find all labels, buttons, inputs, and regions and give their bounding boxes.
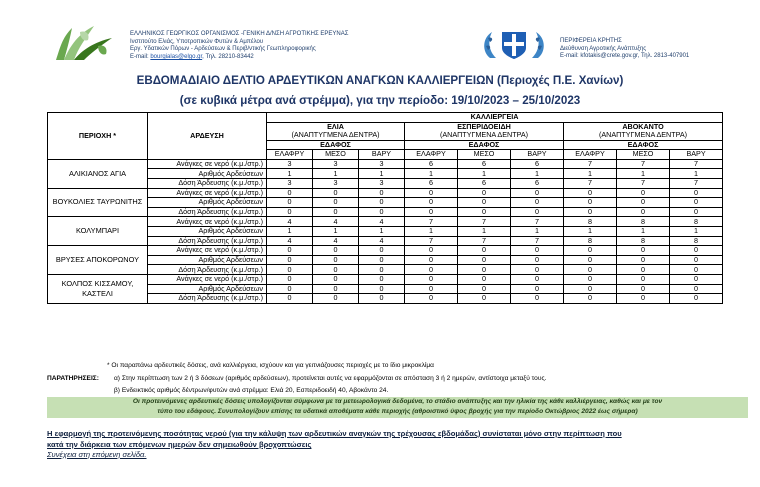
value-cell: 0 [564,207,617,217]
note-b: β) Ενδεικτικός αριθμός δέντρων/φυτών ανά στρέμμα: Ελιά 20, Εσπεριδοειδή 40, Αβοκάντο 24. [114,387,389,394]
value-cell: 7 [458,236,511,246]
value-cell: 6 [405,159,458,169]
table-row [48,246,723,256]
value-cell: 0 [405,255,458,265]
value-cell: 0 [670,265,723,275]
application-warning [47,428,757,450]
soil-type-heavy: ΒΑΡΥ [511,150,564,160]
value-cell: 0 [458,265,511,275]
value-cell: 0 [267,265,313,275]
value-cell: 0 [458,274,511,284]
value-cell: 0 [267,207,313,217]
value-cell: 0 [564,265,617,275]
area-name: ΑΛΙΚΙΑΝΟΣ ΑΓΙΑ [48,159,148,188]
continued-next-page: Συνέχεια στη επόμενη σελίδα. [47,450,147,459]
value-cell: 0 [359,284,405,294]
value-cell: 1 [405,169,458,179]
value-cell: 7 [458,217,511,227]
irrigation-row-label: Ανάγκες σε νερό (κ.μ./στρ.) [148,159,267,169]
value-cell: 1 [617,226,670,236]
value-cell: 0 [670,294,723,304]
page-title: ΕΒΔΟΜΑΔΙΑΙΟ ΔΕΛΤΙΟ ΑΡΔΕΥΤΙΚΩΝ ΑΝΑΓΚΩΝ ΚΑΛΛΙΕΡΓΕΙΩΝ (Περιοχές Π.Ε. Χανίων) [136,74,624,87]
irrigation-row-label: Ανάγκες σε νερό (κ.μ./στρ.) [148,217,267,227]
irrigation-row-label: Ανάγκες σε νερό (κ.μ./στρ.) [148,274,267,284]
crop-name: ΕΣΠΕΡΙΔΟΕΙΔΗ [457,122,511,132]
value-cell: 0 [617,255,670,265]
crop-subtitle: (ΑΝΑΠΤΥΓΜΕΝΑ ΔΕΝΤΡΑ) [291,130,380,140]
org-name-line: ΕΛΛΗΝΙΚΟΣ ΓΕΩΡΓΙΚΟΣ ΟΡΓΑΝΙΣΜΟΣ -ΓΕΝΙΚΗ Δ/ΝΣΗ ΑΓΡΟΤΙΚΗΣ ΕΡΕΥΝΑΣ [130,31,349,37]
crop-header-avocado [564,122,723,140]
value-cell: 3 [313,159,359,169]
value-cell: 1 [511,226,564,236]
irrigation-column-header: ΑΡΔΕΥΣΗ [148,113,267,160]
value-cell: 0 [670,207,723,217]
value-cell: 1 [670,169,723,179]
region-contact-line: E-mail: kfotakis@crete.gov.gr, Τηλ. 2813-407901 [560,53,690,60]
soil-type-heavy: ΒΑΡΥ [670,150,723,160]
value-cell: 4 [267,236,313,246]
soil-type-light: ΕΛΑΦΡΥ [267,150,313,160]
value-cell: 7 [617,178,670,188]
table-row [48,188,723,198]
value-cell: 0 [405,265,458,275]
value-cell: 0 [617,246,670,256]
page-subtitle: (σε κυβικά μέτρα ανά στρέμμα), για την περίοδο: 19/10/2023 – 25/10/2023 [179,94,581,107]
area-name: ΒΡΥΣΕΣ ΑΠΟΚΟΡΩΝΟΥ [48,246,148,275]
value-cell: 8 [617,236,670,246]
value-cell: 0 [405,188,458,198]
value-cell: 6 [511,178,564,188]
value-cell: 0 [313,246,359,256]
value-cell: 6 [405,178,458,188]
directorate-line: Διεύθυνση Αγροτικής Ανάπτυξης [560,45,647,52]
table-row [48,207,723,217]
irrigation-row-label: Δόση Άρδευσης (κ.μ./στρ.) [148,178,267,188]
value-cell: 7 [564,178,617,188]
value-cell: 0 [359,255,405,265]
value-cell: 7 [670,178,723,188]
value-cell: 0 [359,198,405,208]
value-cell: 0 [267,274,313,284]
value-cell: 1 [313,226,359,236]
value-cell: 3 [359,159,405,169]
note-a: α) Στην περίπτωση των 2 ή 3 δόσεων (αριθμός αρδεύσεων), προτείνεται αυτές να εφαρμόζονται σε απόσταση 3 ή 2 ημερών, αντίστοιχα μεταξύ τους. [114,375,547,382]
table-row [48,265,723,275]
value-cell: 0 [458,284,511,294]
area-name: ΚΟΛΠΟΣ ΚΙΣΣΑΜΟΥ, ΚΑΣΤΕΛΙ [48,274,148,303]
area-name: ΒΟΥΚΟΛΙΕΣ ΤΑΥΡΩΝΙΤΗΣ [48,188,148,217]
irrigation-table [47,112,723,304]
irrigation-row-label: Αριθμός Αρδεύσεων [148,226,267,236]
value-cell: 0 [564,274,617,284]
value-cell: 1 [313,169,359,179]
value-cell: 0 [564,284,617,294]
value-cell: 7 [564,159,617,169]
value-cell: 0 [405,207,458,217]
table-row [48,255,723,265]
greek-state-emblem-icon [480,28,548,62]
value-cell: 4 [313,217,359,227]
value-cell: 1 [359,169,405,179]
value-cell: 0 [267,198,313,208]
value-cell: 0 [617,265,670,275]
value-cell: 7 [617,159,670,169]
value-cell: 8 [564,217,617,227]
value-cell: 0 [458,198,511,208]
value-cell: 1 [564,226,617,236]
value-cell: 4 [267,217,313,227]
irrigation-row-label: Αριθμός Αρδεύσεων [148,169,267,179]
value-cell: 0 [564,294,617,304]
value-cell: 6 [458,159,511,169]
value-cell: 0 [359,246,405,256]
value-cell: 7 [511,217,564,227]
value-cell: 1 [617,169,670,179]
value-cell: 0 [458,294,511,304]
value-cell: 8 [670,236,723,246]
value-cell: 0 [313,198,359,208]
irrigation-row-label: Δόση Άρδευσης (κ.μ./στρ.) [148,265,267,275]
value-cell: 4 [359,217,405,227]
area-column-header: ΠΕΡΙΟΧΗ * [48,113,148,160]
value-cell: 0 [511,198,564,208]
value-cell: 0 [670,246,723,256]
value-cell: 0 [359,274,405,284]
soil-header: ΕΔΑΦΟΣ [564,140,723,150]
value-cell: 3 [313,178,359,188]
value-cell: 0 [359,294,405,304]
value-cell: 1 [564,169,617,179]
crops-header: ΚΑΛΛΙΕΡΓΕΙΑ [267,113,723,123]
value-cell: 0 [313,265,359,275]
irrigation-row-label: Αριθμός Αρδεύσεων [148,198,267,208]
notes-label: ΠΑΡΑΤΗΡΗΣΕΙΣ: [47,375,99,382]
crop-name: ΕΛΙΑ [327,122,344,132]
crop-subtitle: (ΑΝΑΠΤΥΓΜΕΝΑ ΔΕΝΤΡΑ) [439,130,529,140]
value-cell: 0 [617,207,670,217]
soil-type-medium: ΜΕΣΟ [617,150,670,160]
lab-line: Εργ. Υδατικών Πόρων - Αρδεύσεων & Περιβ/ντικής Γεωπληροφορικής [130,46,316,53]
value-cell: 0 [670,198,723,208]
institute-line: Ινστιτούτο Ελιάς, Υποτροπικών Φυτών & Αμπέλου [130,38,264,45]
value-cell: 0 [564,246,617,256]
crop-subtitle: (ΑΝΑΠΤΥΓΜΕΝΑ ΔΕΝΤΡΑ) [598,130,688,140]
value-cell: 0 [267,284,313,294]
value-cell: 7 [511,236,564,246]
value-cell: 7 [405,217,458,227]
crop-name: ΑΒΟΚΑΝΤΟ [622,122,664,132]
value-cell: 3 [359,178,405,188]
value-cell: 7 [670,159,723,169]
irrigation-row-label: Δόση Άρδευσης (κ.μ./στρ.) [148,294,267,304]
phone-text: , Τηλ. 28210-83442 [202,53,254,60]
methodology-note-box [47,397,748,418]
value-cell: 0 [670,255,723,265]
value-cell: 3 [267,159,313,169]
value-cell: 0 [359,207,405,217]
value-cell: 0 [511,294,564,304]
methodology-line-2: τύπο του εδάφους. Συνυπολογίζουν επίσης τα υδατικά αποθέματα κάθε περιοχής (αθροιστικό ύψος βροχής για την περίοδο Οκτώβριος 2022 έως σήμερα) [157,407,638,415]
table-row [48,284,723,294]
irrigation-row-label: Ανάγκες σε νερό (κ.μ./στρ.) [148,188,267,198]
table-row [48,178,723,188]
methodology-line-1: Οι προτεινόμενες αρδευτικές δόσεις υπολογίζονται σύμφωνα με τα μετεωρολογικά δεδομένα, το στάδιο ανάπτυξης και την ηλικία της κάθε καλλιέργειας, καθώς και με τον [132,398,663,405]
table-row [48,198,723,208]
value-cell: 0 [511,255,564,265]
irrigation-row-label: Δόση Άρδευσης (κ.μ./στρ.) [148,236,267,246]
table-row [48,236,723,246]
value-cell: 0 [564,255,617,265]
region-line: ΠΕΡΙΦΕΡΕΙΑ ΚΡΗΤΗΣ [560,38,622,44]
value-cell: 0 [511,274,564,284]
value-cell: 8 [670,217,723,227]
value-cell: 0 [617,274,670,284]
table-row [48,159,723,169]
value-cell: 4 [359,236,405,246]
header-left-info [130,31,348,61]
value-cell: 3 [267,178,313,188]
table-row [48,169,723,179]
value-cell: 0 [670,274,723,284]
table-row [48,226,723,236]
value-cell: 0 [511,265,564,275]
contact-line [130,54,348,62]
value-cell: 0 [617,284,670,294]
value-cell: 0 [458,188,511,198]
value-cell: 0 [313,284,359,294]
soil-type-medium: ΜΕΣΟ [313,150,359,160]
value-cell: 0 [267,255,313,265]
value-cell: 0 [267,246,313,256]
soil-type-light: ΕΛΑΦΡΥ [564,150,617,160]
value-cell: 0 [564,188,617,198]
irrigation-row-label: Δόση Άρδευσης (κ.μ./στρ.) [148,207,267,217]
value-cell: 1 [267,226,313,236]
value-cell: 0 [617,294,670,304]
elgo-logo-icon [50,20,122,64]
value-cell: 0 [670,284,723,294]
value-cell: 6 [511,159,564,169]
table-row [48,217,723,227]
value-cell: 0 [405,284,458,294]
value-cell: 0 [405,198,458,208]
irrigation-row-label: Αριθμός Αρδεύσεων [148,255,267,265]
value-cell: 0 [617,198,670,208]
warning-line-1: Η εφαρμογή της προτεινόμενης ποσότητας νερού (για την κάλυψη των αρδευτικών αναγκών της τρέχουσας εβδομάδας) συνίσταται μόνο στην περίπτωση που [47,429,622,438]
table-row [48,274,723,284]
value-cell: 0 [511,207,564,217]
value-cell: 0 [511,188,564,198]
value-cell: 1 [458,169,511,179]
value-cell: 0 [458,207,511,217]
value-cell: 8 [564,236,617,246]
value-cell: 0 [458,246,511,256]
area-name: ΚΟΛΥΜΠΑΡΙ [48,217,148,246]
value-cell: 1 [511,169,564,179]
value-cell: 0 [267,188,313,198]
value-cell: 0 [564,198,617,208]
value-cell: 0 [405,246,458,256]
value-cell: 1 [359,226,405,236]
value-cell: 0 [313,274,359,284]
value-cell: 0 [313,188,359,198]
header-right-info [560,38,689,61]
value-cell: 1 [405,226,458,236]
value-cell: 8 [617,217,670,227]
soil-type-light: ΕΛΑΦΡΥ [405,150,458,160]
value-cell: 0 [359,265,405,275]
email-label: E-mail: [130,53,151,60]
value-cell: 0 [313,255,359,265]
value-cell: 1 [267,169,313,179]
soil-type-medium: ΜΕΣΟ [458,150,511,160]
soil-type-heavy: ΒΑΡΥ [359,150,405,160]
value-cell: 1 [458,226,511,236]
value-cell: 4 [313,236,359,246]
value-cell: 0 [617,188,670,198]
value-cell: 0 [313,294,359,304]
value-cell: 0 [267,294,313,304]
soil-header: ΕΔΑΦΟΣ [405,140,564,150]
email-link[interactable]: bourgialas@elgo.gr [150,53,203,60]
value-cell: 0 [511,284,564,294]
value-cell: 7 [405,236,458,246]
value-cell: 6 [458,178,511,188]
value-cell: 0 [405,274,458,284]
value-cell: 0 [670,188,723,198]
irrigation-row-label: Αριθμός Αρδεύσεων [148,284,267,294]
warning-line-2: κατά την διάρκεια των επόμενων ημερών δεν σημειωθούν βροχοπτώσεις [47,440,312,449]
soil-header: ΕΔΑΦΟΣ [267,140,405,150]
value-cell: 1 [670,226,723,236]
irrigation-row-label: Ανάγκες σε νερό (κ.μ./στρ.) [148,246,267,256]
value-cell: 0 [405,294,458,304]
footnote-star: * Οι παραπάνω αρδευτικές δόσεις, ανά καλλιέργεια, ισχύουν και για γειτνιάζουσες περιοχές με το ίδιο μικροκλίμα [107,362,434,369]
value-cell: 0 [458,255,511,265]
crop-header-olive [267,122,405,140]
value-cell: 0 [511,246,564,256]
value-cell: 0 [359,188,405,198]
crop-header-citrus [405,122,564,140]
table-row [48,294,723,304]
value-cell: 0 [313,207,359,217]
